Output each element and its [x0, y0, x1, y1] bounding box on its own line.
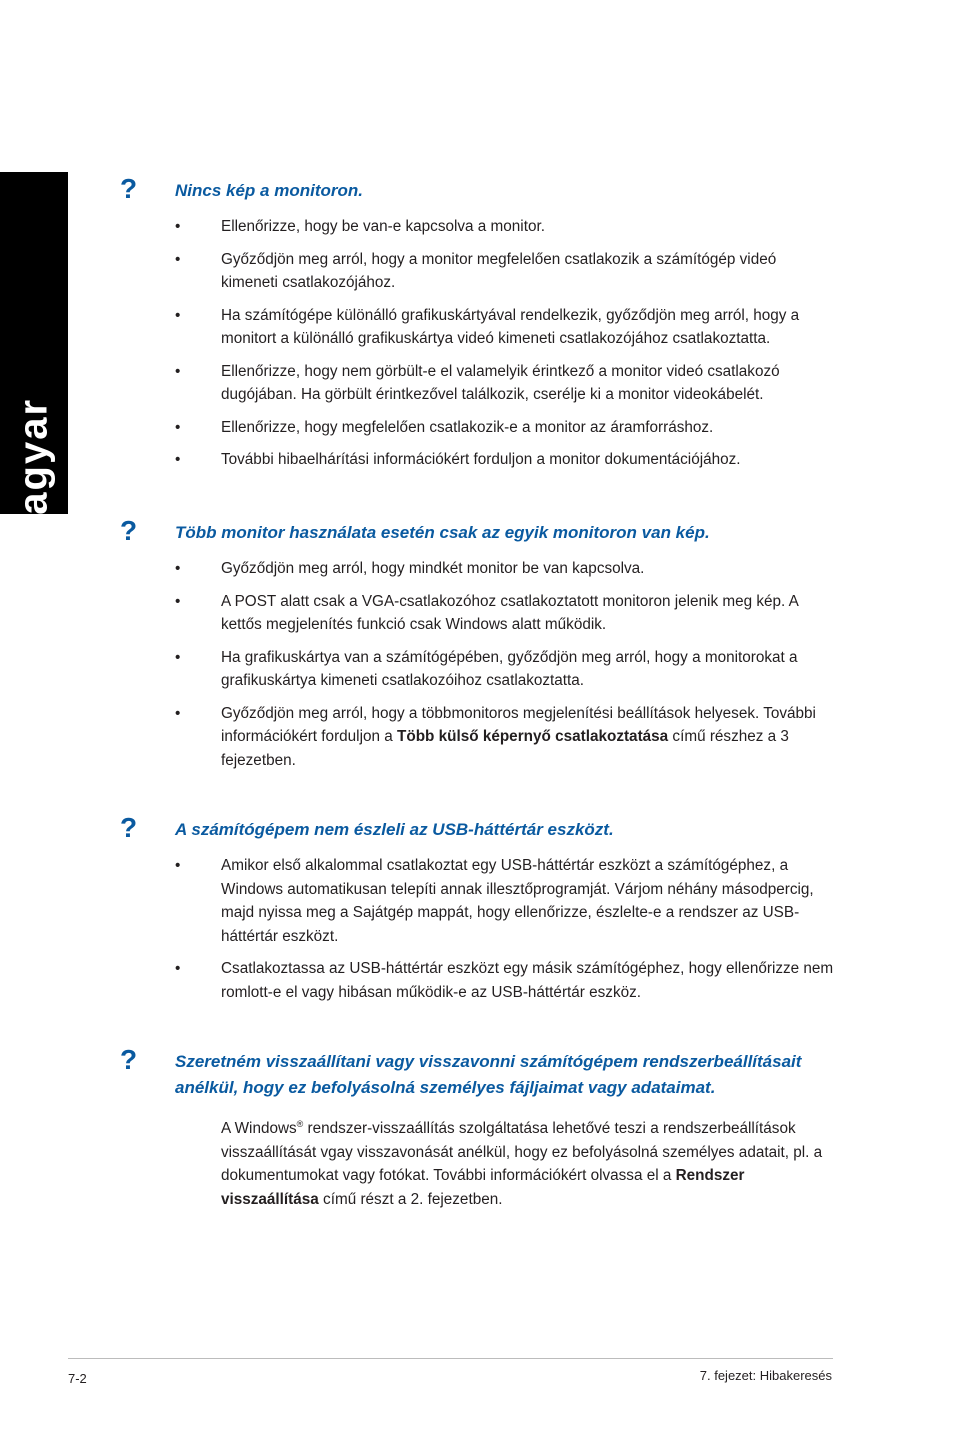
faq-title: Szeretném visszaállítani vagy visszavonni számítógépem rendszerbeállításait anélkül, hogy ez befolyásolná személyes fájljaimat vagy adataimat.	[175, 1052, 802, 1097]
faq-section-no-image	[120, 173, 840, 481]
chapter-reference: Több külső képernyő csatlakoztatása	[397, 728, 669, 745]
language-tab-label: Magyar	[11, 397, 56, 551]
bullet-icon: •	[175, 960, 181, 977]
question-icon: ?	[120, 173, 138, 204]
language-tab	[0, 172, 68, 551]
bullet-icon: •	[175, 704, 181, 722]
question-icon: ?	[120, 515, 138, 546]
bullet-icon: •	[175, 560, 181, 577]
list-item: • Ha grafikuskártya van a számítógépében, győződjön meg arról, hogy a monitorokat a grafikuskártya kimeneti csatlakozóihoz csatlakoztatta.	[175, 646, 836, 693]
list-item: • Amikor első alkalommal csatlakoztat egy USB-háttértár eszközt a számítógéphez, a Windows automatikusan telepíti annak illesztőprogramját. Várjom néhány másodpercig, majd nyissa meg a Sajátgép mappát, hogy ellenőrizze, észlelte-e a rendszer az USB-háttértár eszközt.	[175, 854, 836, 948]
footer-divider	[68, 1358, 833, 1359]
bullet-list	[175, 854, 840, 1004]
faq-section-system-restore	[120, 1044, 840, 1211]
list-item: • Ellenőrizze, hogy megfelelően csatlakozik-e a monitor az áramforráshoz.	[175, 416, 836, 440]
bullet-icon: •	[175, 250, 181, 268]
list-item: • A POST alatt csak a VGA-csatlakozóhoz csatlakoztatott monitoron jelenik meg kép. A kettős megjelenítés funkció csak Windows alatt működik.	[175, 590, 836, 637]
bullet-icon: •	[175, 306, 181, 324]
list-item: • Csatlakoztassa az USB-háttértár eszközt egy másik számítógéphez, hogy ellenőrizze nem romlott-e el vagy hibásan működik-e az USB-háttértár eszköz.	[175, 957, 836, 1004]
page-number: 7-2	[68, 1371, 87, 1386]
list-item: • Győződjön meg arról, hogy a többmonitoros megjelenítési beállítások helyesek. További információkért forduljon a Több külső képernyő csatlakoztatása című részhez a 3 fejezetben.	[175, 702, 836, 773]
chapter-reference: Rendszer visszaállítása	[221, 1167, 745, 1208]
bullet-list	[175, 557, 840, 772]
list-item: • További hibaelhárítási információkért forduljon a monitor dokumentációjához.	[175, 448, 836, 472]
bullet-icon: •	[175, 592, 181, 610]
question-icon: ?	[120, 1044, 138, 1075]
bullet-list	[175, 215, 840, 472]
faq-title: A számítógépem nem észleli az USB-háttértár eszközt.	[175, 820, 614, 839]
faq-title: Nincs kép a monitoron.	[175, 181, 363, 200]
bullet-icon: •	[175, 218, 181, 235]
bullet-icon: •	[175, 362, 181, 380]
question-icon: ?	[120, 812, 138, 843]
bullet-icon: •	[175, 418, 181, 436]
faq-title: Több monitor használata esetén csak az egyik monitoron van kép.	[175, 523, 710, 542]
bullet-icon: •	[175, 451, 181, 468]
bullet-icon: •	[175, 648, 181, 666]
faq-section-multi-monitor	[120, 515, 840, 781]
list-item: • Ellenőrizze, hogy nem görbült-e el valamelyik érintkező a monitor videó csatlakozó dugójában. Ha görbült érintkezővel találkozik, cserélje ki a monitor videokábelét.	[175, 360, 836, 407]
bullet-icon: •	[175, 857, 181, 874]
list-item: • Ha számítógépe különálló grafikuskártyával rendelkezik, győződjön meg arról, hogy a monitort a különálló grafikuskártya videó kimeneti csatlakozójához csatlakoztatta.	[175, 304, 836, 351]
list-item: • Ellenőrizze, hogy be van-e kapcsolva a monitor.	[175, 215, 836, 239]
list-item: • Győződjön meg arról, hogy a monitor megfelelően csatlakozik a számítógép videó kimeneti csatlakozójához.	[175, 248, 836, 295]
paragraph: A Windows® rendszer-visszaállítás szolgáltatása lehetővé teszi a rendszerbeállítások visszaállítását vgay visszavonását anélkül, hogy ez befolyásolná személyes adatait, pl. a dokumentumokat vagy fotókat. További információkért olvassa el a Rendszer visszaállítása című részt a 2. fejezetben.	[221, 1119, 823, 1208]
chapter-label: 7. fejezet: Hibakeresés	[699, 1368, 832, 1383]
list-item: • Győződjön meg arról, hogy mindkét monitor be van kapcsolva.	[175, 557, 836, 581]
faq-section-usb	[120, 812, 840, 1013]
